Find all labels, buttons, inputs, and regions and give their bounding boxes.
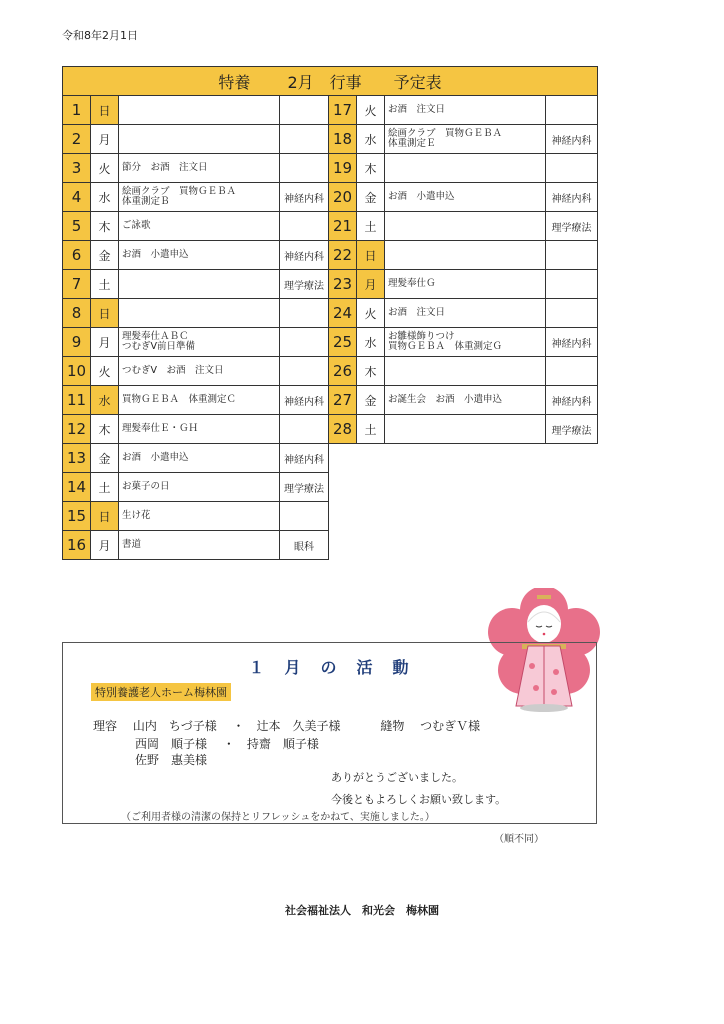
table-row [63, 154, 598, 183]
table-row [63, 531, 598, 560]
event-text: お酒 小遣申込 [122, 452, 189, 463]
event-text: 書道 [122, 539, 142, 550]
title-left: 特養 [218, 72, 251, 92]
weekday: 水 [357, 125, 385, 154]
weekday: 日 [357, 241, 385, 270]
event-cell [119, 183, 280, 212]
event-cell [385, 299, 546, 328]
event-cell [119, 531, 280, 560]
day-number: 10 [63, 357, 91, 386]
clinic-note: 神経内科 [280, 241, 329, 270]
event-text: 理髪奉仕ＡＢＣ [122, 331, 189, 342]
day-number: 4 [63, 183, 91, 212]
event-cell [119, 270, 280, 299]
table-row [63, 328, 598, 357]
facility-name: 特別養護老人ホーム梅林園 [91, 683, 231, 701]
event-text: お酒 注文日 [388, 104, 446, 115]
clinic-note [280, 96, 329, 125]
weekday: 火 [357, 299, 385, 328]
weekday: 月 [91, 531, 119, 560]
clinic-note: 理学療法 [546, 212, 598, 241]
empty-cell [329, 502, 598, 531]
event-text: ご詠歌 [122, 220, 151, 231]
weekday: 木 [91, 415, 119, 444]
volunteer-line-1: 理容 山内 ちづ子様 ・ 辻本 久美子様 縫物 つむぎＶ様 [93, 719, 481, 733]
weekday: 日 [91, 502, 119, 531]
table-row [63, 270, 598, 299]
clinic-note [546, 241, 598, 270]
organization-footer: 社会福祉法人 和光会 梅林園 [285, 904, 439, 917]
day-number: 6 [63, 241, 91, 270]
clinic-note [280, 415, 329, 444]
event-text: 絵画クラブ 買物ＧＥＢＡ [122, 186, 237, 197]
day-number: 2 [63, 125, 91, 154]
event-text: 理髪奉仕Ｇ [388, 278, 436, 289]
weekday: 木 [357, 154, 385, 183]
clinic-note: 神経内科 [546, 183, 598, 212]
event-text: お誕生会 お酒 小遣申込 [388, 394, 503, 405]
day-number: 28 [329, 415, 357, 444]
table-row [63, 299, 598, 328]
day-number: 20 [329, 183, 357, 212]
clinic-note [280, 357, 329, 386]
clinic-note [280, 502, 329, 531]
event-cell [119, 96, 280, 125]
event-cell [385, 415, 546, 444]
table-row [63, 386, 598, 415]
day-number: 1 [63, 96, 91, 125]
event-text: お雛様飾りつけ [388, 331, 455, 342]
weekday: 水 [91, 183, 119, 212]
day-number: 11 [63, 386, 91, 415]
event-cell [385, 386, 546, 415]
event-cell [119, 386, 280, 415]
clinic-note [546, 270, 598, 299]
event-text: 節分 お酒 注文日 [122, 162, 208, 173]
thanks-line-1: ありがとうございました。 [331, 771, 463, 784]
event-cell [119, 415, 280, 444]
schedule-title [63, 67, 598, 96]
weekday: 木 [357, 357, 385, 386]
weekday: 金 [357, 183, 385, 212]
day-number: 16 [63, 531, 91, 560]
table-row [63, 125, 598, 154]
clinic-note [280, 154, 329, 183]
weekday: 土 [91, 270, 119, 299]
event-text: お酒 小遣申込 [122, 249, 189, 260]
day-number: 9 [63, 328, 91, 357]
clinic-note: 神経内科 [546, 328, 598, 357]
day-number: 12 [63, 415, 91, 444]
table-row [63, 473, 598, 502]
table-row [63, 502, 598, 531]
weekday: 金 [91, 241, 119, 270]
event-cell [119, 328, 280, 357]
event-cell [119, 154, 280, 183]
clinic-note [546, 299, 598, 328]
event-cell [385, 270, 546, 299]
clinic-note: 神経内科 [546, 386, 598, 415]
day-number: 5 [63, 212, 91, 241]
schedule-table [62, 66, 598, 560]
event-cell [385, 212, 546, 241]
weekday: 日 [91, 96, 119, 125]
volunteer-line-2: 西岡 順子様 ・ 持齋 順子様 [135, 737, 319, 751]
event-text: 体重測定Ｅ [388, 138, 436, 149]
clinic-note: 神経内科 [280, 444, 329, 473]
order-note: （順不同） [494, 834, 544, 845]
event-text: お酒 小遣申込 [388, 191, 455, 202]
empty-cell [329, 531, 598, 560]
weekday: 月 [357, 270, 385, 299]
day-number: 18 [329, 125, 357, 154]
table-row [63, 415, 598, 444]
table-row [63, 357, 598, 386]
day-number: 15 [63, 502, 91, 531]
weekday: 水 [357, 328, 385, 357]
event-cell [385, 154, 546, 183]
day-number: 27 [329, 386, 357, 415]
event-text: 買物ＧＥＢＡ 体重測定Ｇ [388, 341, 503, 352]
event-cell [119, 502, 280, 531]
event-text: 理髪奉仕Ｅ・ＧＨ [122, 423, 199, 434]
thanks-line-2: 今後ともよろしくお願い致します。 [331, 793, 507, 806]
clinic-note: 神経内科 [280, 386, 329, 415]
volunteer-line-3: 佐野 惠美様 [135, 753, 208, 767]
clinic-note [280, 299, 329, 328]
weekday: 土 [357, 415, 385, 444]
table-row [63, 212, 598, 241]
day-number: 25 [329, 328, 357, 357]
event-text: お菓子の日 [122, 481, 170, 492]
event-text: 体重測定Ｂ [122, 196, 170, 207]
event-cell [385, 125, 546, 154]
day-number: 17 [329, 96, 357, 125]
day-number: 24 [329, 299, 357, 328]
activity-report [62, 642, 597, 824]
event-cell [119, 357, 280, 386]
weekday: 火 [91, 357, 119, 386]
title-month: 2月 [287, 72, 314, 92]
clinic-note [546, 154, 598, 183]
event-text: 生け花 [122, 510, 151, 521]
empty-cell [329, 473, 598, 502]
event-text: つむぎV お酒 注文日 [122, 365, 224, 376]
day-number: 22 [329, 241, 357, 270]
event-cell [119, 241, 280, 270]
event-cell [119, 473, 280, 502]
event-text: 絵画クラブ 買物ＧＥＢＡ [388, 128, 503, 139]
clinic-note: 神経内科 [546, 125, 598, 154]
event-cell [119, 444, 280, 473]
clinic-note [546, 96, 598, 125]
day-number: 13 [63, 444, 91, 473]
clinic-note [280, 212, 329, 241]
event-text: 買物ＧＥＢＡ 体重測定Ｃ [122, 394, 237, 405]
event-text: つむぎV前日準備 [122, 341, 195, 352]
clinic-note [546, 357, 598, 386]
weekday: 月 [91, 125, 119, 154]
day-number: 3 [63, 154, 91, 183]
weekday: 月 [91, 328, 119, 357]
table-row [63, 241, 598, 270]
clinic-note [280, 125, 329, 154]
event-cell [385, 183, 546, 212]
weekday: 日 [91, 299, 119, 328]
event-text: お酒 注文日 [388, 307, 446, 318]
day-number: 8 [63, 299, 91, 328]
report-note: （ご利用者様の清潔の保持とリフレッシュをかねて、実施しました。） [121, 812, 435, 823]
weekday: 金 [91, 444, 119, 473]
weekday: 火 [357, 96, 385, 125]
table-row [63, 444, 598, 473]
document-date: 令和8年2月1日 [62, 29, 138, 42]
event-cell [119, 125, 280, 154]
weekday: 土 [357, 212, 385, 241]
clinic-note [280, 328, 329, 357]
weekday: 水 [91, 386, 119, 415]
table-row [63, 183, 598, 212]
weekday: 木 [91, 212, 119, 241]
clinic-note: 眼科 [280, 531, 329, 560]
day-number: 21 [329, 212, 357, 241]
event-cell [385, 328, 546, 357]
day-number: 14 [63, 473, 91, 502]
weekday: 火 [91, 154, 119, 183]
empty-cell [329, 444, 598, 473]
day-number: 23 [329, 270, 357, 299]
event-cell [119, 299, 280, 328]
event-cell [119, 212, 280, 241]
day-number: 7 [63, 270, 91, 299]
event-cell [385, 241, 546, 270]
clinic-note: 理学療法 [280, 270, 329, 299]
day-number: 26 [329, 357, 357, 386]
clinic-note: 理学療法 [280, 473, 329, 502]
day-number: 19 [329, 154, 357, 183]
title-right: 行事 予定表 [329, 72, 442, 92]
table-row [63, 96, 598, 125]
weekday: 土 [91, 473, 119, 502]
report-title: １ 月 の 活 動 [248, 658, 411, 677]
clinic-note: 理学療法 [546, 415, 598, 444]
event-cell [385, 357, 546, 386]
clinic-note: 神経内科 [280, 183, 329, 212]
weekday: 金 [357, 386, 385, 415]
event-cell [385, 96, 546, 125]
